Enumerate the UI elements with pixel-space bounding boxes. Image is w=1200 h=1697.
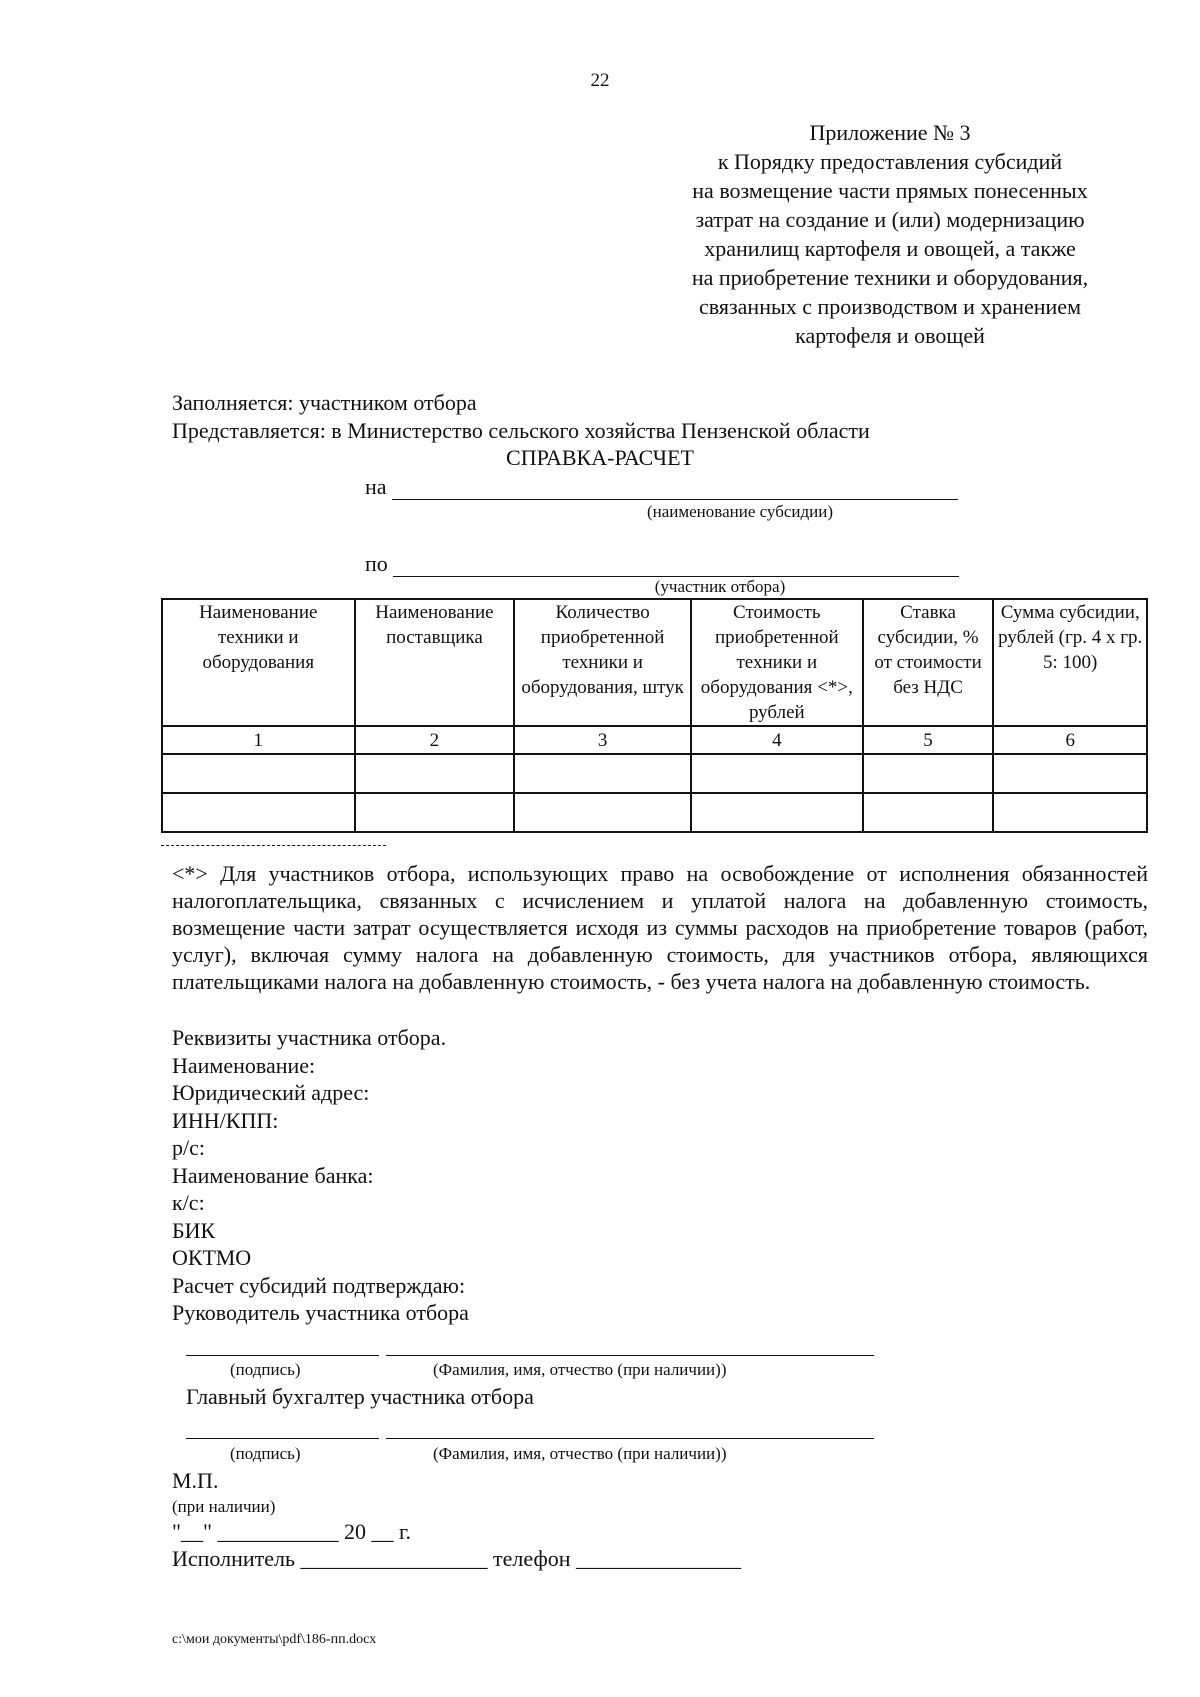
appendix-line: картофеля и овощей <box>795 323 985 348</box>
column-header: Ставка субсидии, % от стоимости без НДС <box>863 599 994 726</box>
column-number-row <box>162 726 1147 754</box>
appendix-line: затрат на создание и (или) модернизацию <box>695 207 1085 232</box>
by-prefix: по <box>365 551 388 576</box>
appendix-line: на возмещение части прямых понесенных <box>692 178 1088 203</box>
column-header: Стоимость приобретенной техники и оборудования <*>, рублей <box>691 599 863 726</box>
footnote-text: <*> Для участников отбора, использующих право на освобождение от исполнения обязанностей налогоплательщика, связанных с исчислением и уплатой налога на добавленную стоимость, возмещение части затрат осуществляется исходя из суммы расходов на приобретение товаров (работ, услуг), включая сумму налога на добавленную стоимость, для участников отбора, являющихся плательщиками налога на добавленную стоимость, - без учета налога на добавленную стоимость. <box>172 861 1148 994</box>
file-path-footer: c:\мои документы\pdf\186-пп.docx <box>172 1632 377 1647</box>
date-line: "__" ___________ 20 __ г. <box>172 1519 412 1544</box>
signature-caption: (подпись) <box>230 1444 301 1463</box>
table-cell[interactable] <box>355 793 515 832</box>
director-name-line[interactable] <box>386 1355 874 1356</box>
requisite-bank-label: Наименование банка: <box>172 1162 374 1188</box>
table-row <box>162 793 1147 832</box>
submitted-to-line: Представляется: в Министерство сельского хозяйства Пензенской области <box>172 418 870 443</box>
appendix-line: к Порядку предоставления субсидий <box>717 149 1063 174</box>
signature-caption: (подпись) <box>230 1360 301 1379</box>
requisite-bik-label: БИК <box>172 1217 216 1243</box>
stamp-label: М.П. <box>172 1468 219 1493</box>
appendix-block <box>660 118 1120 350</box>
fio-caption: (Фамилия, имя, отчество (при наличии)) <box>433 1444 727 1463</box>
column-header: Сумма субсидии, рублей (гр. 4 x гр. 5: 100) <box>993 599 1147 726</box>
column-number: 2 <box>355 726 515 754</box>
requisite-name-label: Наименование: <box>172 1052 316 1078</box>
on-prefix: на <box>365 474 387 499</box>
accountant-signature-line[interactable] <box>186 1438 379 1439</box>
column-header: Наименование поставщика <box>355 599 515 726</box>
filled-by-line: Заполняется: участником отбора <box>172 390 477 415</box>
table-cell[interactable] <box>993 793 1147 832</box>
table-cell[interactable] <box>993 754 1147 793</box>
director-label: Руководитель участника отбора <box>172 1300 469 1325</box>
page-number: 22 <box>590 70 610 91</box>
column-number: 3 <box>514 726 691 754</box>
column-number: 5 <box>863 726 994 754</box>
document-title: СПРАВКА-РАСЧЕТ <box>506 445 694 470</box>
accountant-name-line[interactable] <box>386 1438 874 1439</box>
calculation-table <box>161 598 1148 833</box>
subsidy-name-row <box>365 474 958 500</box>
appendix-line: на приобретение техники и оборудования, <box>691 265 1089 290</box>
requisites-heading: Реквизиты участника отбора. <box>172 1025 447 1050</box>
table-cell[interactable] <box>863 754 994 793</box>
chief-accountant-label: Главный бухгалтер участника отбора <box>186 1384 534 1409</box>
requisite-address-label: Юридический адрес: <box>172 1080 370 1105</box>
column-header: Количество приобретенной техники и оборудования, штук <box>514 599 691 726</box>
column-header: Наименование техники и оборудования <box>162 599 355 726</box>
table-header-row <box>162 599 1147 726</box>
participant-caption: (участник отбора) <box>654 577 786 596</box>
requisite-inn-label: ИНН/КПП: <box>172 1107 279 1133</box>
confirmation-label: Расчет субсидий подтверждаю: <box>172 1272 466 1298</box>
appendix-line: связанных с производством и хранением <box>699 294 1081 319</box>
appendix-line: хранилищ картофеля и овощей, а также <box>704 236 1076 261</box>
subsidy-name-caption: (наименование субсидии) <box>646 502 834 521</box>
table-cell[interactable] <box>863 793 994 832</box>
table-cell[interactable] <box>691 754 863 793</box>
stamp-note: (при наличии) <box>172 1497 276 1516</box>
table-cell[interactable] <box>691 793 863 832</box>
appendix-line: Приложение № 3 <box>809 120 971 145</box>
footnote-separator <box>161 845 386 846</box>
table-cell[interactable] <box>162 793 355 832</box>
fio-caption: (Фамилия, имя, отчество (при наличии)) <box>433 1360 727 1379</box>
table-cell[interactable] <box>355 754 515 793</box>
table-row <box>162 754 1147 793</box>
director-signature-line[interactable] <box>186 1355 379 1356</box>
requisite-oktmo-label: ОКТМО <box>172 1245 252 1270</box>
executor-line: Исполнитель _________________ телефон _______________ <box>172 1546 741 1571</box>
requisite-account-label: р/с: <box>172 1135 205 1160</box>
participant-field[interactable] <box>393 556 959 577</box>
column-number: 6 <box>993 726 1147 754</box>
requisites-block <box>172 1024 469 1327</box>
table-cell[interactable] <box>514 793 691 832</box>
table-cell[interactable] <box>162 754 355 793</box>
subsidy-name-field[interactable] <box>392 479 958 500</box>
column-number: 1 <box>162 726 355 754</box>
column-number: 4 <box>691 726 863 754</box>
table-cell[interactable] <box>514 754 691 793</box>
participant-row <box>365 551 959 577</box>
requisite-corr-account-label: к/с: <box>172 1190 205 1215</box>
